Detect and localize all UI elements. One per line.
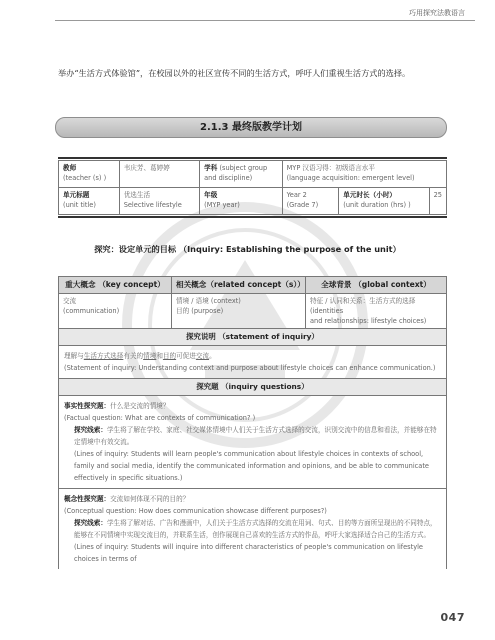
- unit-info-table: [58, 160, 447, 215]
- conceptual-question: [64, 493, 441, 505]
- subject-label-en: (subject group and discipline): [204, 164, 268, 182]
- statement-en: (Statement of inquiry: Understanding context and purpose about lifestyle choices can enhance communication.): [64, 364, 436, 372]
- grade-label: 年级: [204, 191, 218, 199]
- key-concept-header: 重大概念 （key concept）: [59, 277, 172, 294]
- grade-label-cell: [200, 188, 282, 215]
- statement-text: 理解与: [64, 352, 84, 360]
- duration-value: 25: [433, 191, 442, 199]
- inquiry-table: [58, 276, 447, 569]
- table-row: [59, 188, 447, 215]
- lines-of-inquiry-2-en: (Lines of inquiry: Students will inquire into different characteristics of people's communication on lifestyle choices in terms of: [74, 543, 423, 563]
- related-concept-value-2: 目的 (purpose): [176, 307, 224, 315]
- key-concept-value-en: (communication): [63, 307, 120, 315]
- table-row: [59, 294, 447, 329]
- lines-label: 探究线索：: [74, 519, 107, 527]
- section-title: 2.1.3 最终版教学计划: [55, 117, 447, 138]
- related-concept-cell: [172, 294, 306, 329]
- conceptual-question-cell: [59, 489, 447, 570]
- unit-title-value: 优选生活: [123, 191, 151, 199]
- factual-question-cell: [59, 396, 447, 489]
- teacher-label: 教师: [63, 164, 77, 172]
- grade-value-en: (Grade 7): [286, 201, 319, 209]
- duration-label-cell: [339, 188, 429, 215]
- table-row: [59, 396, 447, 489]
- teacher-value: 韦庆芳、葛婷婷: [123, 164, 170, 172]
- statement-header: 探究说明 （statement of inquiry）: [59, 329, 447, 346]
- key-concept-cell: [59, 294, 172, 329]
- table-header-row: [59, 277, 447, 294]
- table-row: [59, 379, 447, 396]
- running-head: 巧用探究法教语言: [409, 9, 465, 17]
- lines-text: 学生将了解在学校、家庭、社交媒体情境中人们关于生活方式选择的交流，识别交流中的信息和看法，并能够在特定情境中有效交流。: [74, 426, 437, 446]
- lines-label: 探究线索：: [74, 426, 107, 434]
- global-context-value: 特征 / 认同和关系：生活方式的选择 (identities: [310, 297, 416, 315]
- inquiry-heading: 探究：设定单元的目标 （Inquiry: Establishing the purpose of the unit）: [94, 244, 401, 254]
- subject-value-en: (language acquisition: emergent level): [286, 174, 415, 182]
- subject-label: 学科: [204, 164, 218, 172]
- duration-label-en: (unit duration (hrs) ): [343, 201, 411, 209]
- statement-text: 和: [156, 352, 163, 360]
- conceptual-question-en: (Conceptual question: How does communication showcase different purposes?): [64, 507, 327, 515]
- related-concept-header: 相关概念（related concept（s））: [172, 277, 306, 294]
- lines-text: 学生将了解对话、广告和漫画中，人们关于生活方式选择的交流在用词、句式、目的等方面所呈现出的不同特点，能够在不同情境中实现交流目的，并联系生活，创作展现自己喜欢的生活方式的作品，呼吁大家选择适合自己的生活方式。: [74, 519, 437, 539]
- table-bottom-rule: [58, 216, 447, 218]
- factual-label: 事实性探究题：: [64, 402, 111, 410]
- teacher-label-cell: [59, 161, 120, 188]
- unit-title-label-en: (unit title): [63, 201, 96, 209]
- subject-value-cell: [282, 161, 446, 188]
- table-top-rule: [58, 157, 447, 159]
- statement-text: 。: [209, 352, 216, 360]
- lines-of-inquiry-2: [64, 517, 441, 541]
- teacher-value-cell: [119, 161, 199, 188]
- unit-title-label: 单元标题: [63, 191, 90, 199]
- global-context-value-2: and relationships: lifestyle choices): [310, 317, 427, 325]
- statement-cell: [59, 346, 447, 379]
- lines-of-inquiry-1-en: (Lines of inquiry: Students will learn people's communication about lifestyle choices in contexts of school, family and social media, identify the communicated information and opinions, and be able to communicate effectively in specific situations.): [74, 450, 429, 482]
- factual-question-text: 什么是交流的情境？: [110, 402, 170, 410]
- related-concept-value: 情境 / 语境 (context): [176, 297, 241, 305]
- table-row: [59, 346, 447, 379]
- global-context-cell: [306, 294, 447, 329]
- questions-header: 探究题 （inquiry questions）: [59, 379, 447, 396]
- duration-value-cell: [429, 188, 446, 215]
- statement-key-term: 交流: [195, 352, 210, 360]
- statement-text: 可促进: [176, 352, 196, 360]
- grade-label-en: (MYP year): [204, 201, 240, 209]
- teacher-label-en: (teacher (s) ): [63, 174, 107, 182]
- grade-value-cell: [282, 188, 339, 215]
- page-number: 047: [440, 611, 465, 624]
- conceptual-question-text: 交流如何体现不同的目的？: [110, 495, 190, 503]
- conceptual-label: 概念性探究题：: [64, 495, 111, 503]
- global-context-header: 全球背景 （global context）: [306, 277, 447, 294]
- statement-key-term: 情境: [143, 352, 157, 360]
- factual-question-en: (Factual question: What are contexts of communication? ): [64, 414, 256, 422]
- header-rule: [55, 20, 475, 21]
- intro-paragraph: 举办“生活方式体验馆”，在校园以外的社区宣传不同的生活方式，呼吁人们重视生活方式的选择。: [58, 68, 411, 78]
- table-row: [59, 489, 447, 570]
- statement-key-term: 生活方式选择: [83, 352, 124, 360]
- unit-title-value-cell: [119, 188, 199, 215]
- factual-question: [64, 400, 441, 412]
- lines-of-inquiry-1: [64, 424, 441, 448]
- table-row: [59, 329, 447, 346]
- unit-title-value-en: Selective lifestyle: [123, 201, 182, 209]
- statement-text: 有关的: [123, 352, 144, 360]
- duration-label: 单元时长（小时）: [343, 191, 397, 199]
- key-concept-value: 交流: [63, 297, 77, 305]
- statement-cn: [64, 350, 441, 362]
- statement-key-term: 目的: [162, 352, 177, 360]
- table-row: [59, 161, 447, 188]
- subject-value: MYP 汉语习得：初级语言水平: [286, 164, 375, 172]
- subject-label-cell: [200, 161, 282, 188]
- grade-value: Year 2: [286, 191, 307, 199]
- unit-title-label-cell: [59, 188, 120, 215]
